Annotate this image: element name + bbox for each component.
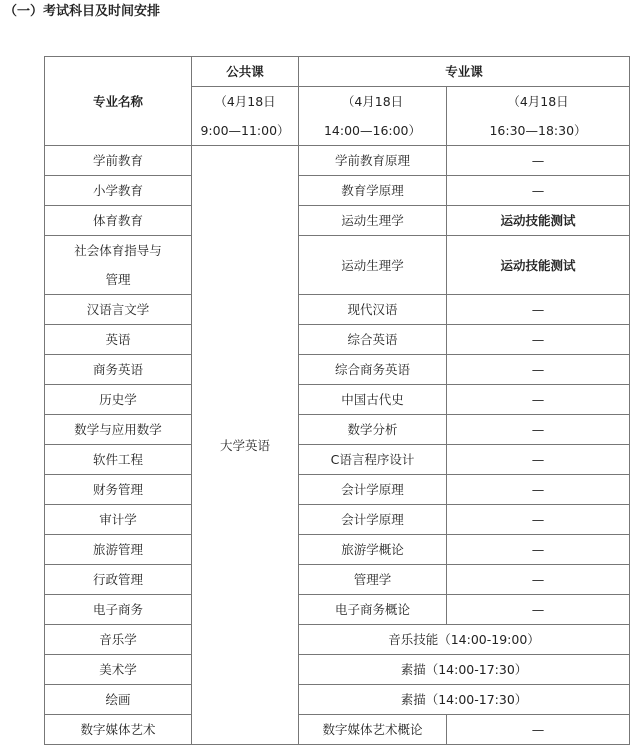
public-subject-cell: 大学英语 [192, 146, 299, 745]
subject1-cell: C语言程序设计 [299, 445, 447, 475]
subject2-cell: — [447, 445, 630, 475]
merged-subject-cell: 素描（14:00-17:30） [299, 685, 630, 715]
subject2-cell: — [447, 295, 630, 325]
table-row [45, 385, 630, 415]
major-cell: 数学与应用数学 [45, 415, 192, 445]
merged-subject-cell: 素描（14:00-17:30） [299, 655, 630, 685]
table-row [45, 535, 630, 565]
header-public-course: 公共课 [192, 57, 299, 87]
session1-date: （4月18日 [341, 94, 404, 109]
major-cell: 软件工程 [45, 445, 192, 475]
major-cell: 汉语言文学 [45, 295, 192, 325]
table-row [45, 595, 630, 625]
table-row [45, 715, 630, 745]
header-major-name: 专业名称 [45, 57, 192, 146]
major-cell: 体育教育 [45, 206, 192, 236]
table-row [45, 206, 630, 236]
subject2-cell: 运动技能测试 [447, 236, 630, 295]
major-cell: 财务管理 [45, 475, 192, 505]
table-row [45, 505, 630, 535]
subject2-cell: — [447, 325, 630, 355]
subject1-cell: 数学分析 [299, 415, 447, 445]
session2-date: （4月18日 [507, 94, 569, 109]
major-cell: 英语 [45, 325, 192, 355]
major-line2: 管理 [105, 272, 131, 287]
public-time: 9:00—11:00） [200, 123, 290, 138]
table-row [45, 565, 630, 595]
subject2-cell: — [447, 385, 630, 415]
session1-time: 14:00—16:00） [323, 123, 422, 138]
table-row [45, 475, 630, 505]
subject2-cell: — [447, 415, 630, 445]
table-row [45, 445, 630, 475]
major-cell: 电子商务 [45, 595, 192, 625]
subject1-cell: 管理学 [299, 565, 447, 595]
major-cell: 历史学 [45, 385, 192, 415]
exam-schedule-table [44, 56, 630, 745]
major-cell: 绘画 [45, 685, 192, 715]
table-row [45, 685, 630, 715]
major-cell: 音乐学 [45, 625, 192, 655]
major-cell: 旅游管理 [45, 535, 192, 565]
public-date: （4月18日 [214, 94, 276, 109]
subject2-cell: — [447, 355, 630, 385]
major-cell [45, 236, 192, 295]
subject2-cell: — [447, 565, 630, 595]
table-row [45, 625, 630, 655]
subject1-cell: 数字媒体艺术概论 [299, 715, 447, 745]
header-session1 [299, 87, 447, 146]
subject1-cell: 学前教育原理 [299, 146, 447, 176]
subject1-cell: 综合英语 [299, 325, 447, 355]
table-row [45, 655, 630, 685]
subject1-cell: 旅游学概论 [299, 535, 447, 565]
table-row [45, 146, 630, 176]
major-cell: 商务英语 [45, 355, 192, 385]
major-cell: 小学教育 [45, 176, 192, 206]
subject1-cell: 电子商务概论 [299, 595, 447, 625]
table-row [45, 325, 630, 355]
major-cell: 学前教育 [45, 146, 192, 176]
major-line1: 社会体育指导与 [74, 243, 162, 258]
subject2-cell: — [447, 535, 630, 565]
table-row [45, 295, 630, 325]
major-cell: 行政管理 [45, 565, 192, 595]
header-row-1 [45, 57, 630, 87]
subject2-cell: — [447, 475, 630, 505]
subject2-cell: — [447, 595, 630, 625]
table-row [45, 415, 630, 445]
major-cell: 审计学 [45, 505, 192, 535]
subject1-cell: 运动生理学 [299, 206, 447, 236]
header-professional-course: 专业课 [299, 57, 630, 87]
subject1-cell: 综合商务英语 [299, 355, 447, 385]
subject1-cell: 运动生理学 [299, 236, 447, 295]
subject2-cell: — [447, 505, 630, 535]
table-row [45, 355, 630, 385]
table-row [45, 236, 630, 295]
subject2-cell: — [447, 715, 630, 745]
header-session2 [447, 87, 630, 146]
subject2-cell: — [447, 146, 630, 176]
subject2-cell: 运动技能测试 [447, 206, 630, 236]
subject1-cell: 教育学原理 [299, 176, 447, 206]
merged-subject-cell: 音乐技能（14:00-19:00） [299, 625, 630, 655]
header-public-time [192, 87, 299, 146]
session2-time: 16:30—18:30） [489, 123, 587, 138]
table-row [45, 176, 630, 206]
section-heading: （一）考试科目及时间安排 [4, 4, 161, 19]
major-cell: 美术学 [45, 655, 192, 685]
major-cell: 数字媒体艺术 [45, 715, 192, 745]
subject1-cell: 中国古代史 [299, 385, 447, 415]
subject1-cell: 会计学原理 [299, 475, 447, 505]
subject1-cell: 现代汉语 [299, 295, 447, 325]
subject2-cell: — [447, 176, 630, 206]
subject1-cell: 会计学原理 [299, 505, 447, 535]
